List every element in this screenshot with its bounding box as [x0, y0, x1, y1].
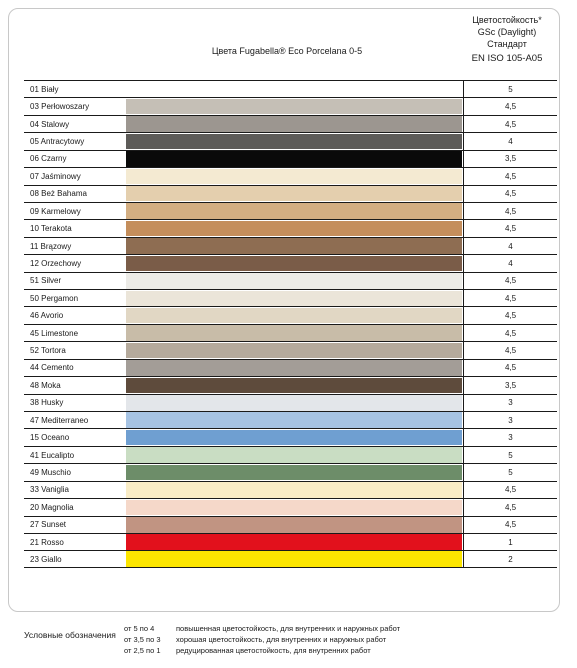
table-row [24, 254, 557, 271]
color-name: 27 Sunset [30, 520, 67, 530]
color-name: 01 Biały [30, 84, 59, 94]
color-swatch [126, 238, 462, 254]
table-row [24, 132, 557, 149]
color-swatch [126, 81, 462, 97]
color-name: 50 Pergamon [30, 293, 79, 303]
table-row [24, 376, 557, 393]
color-swatch [126, 325, 462, 341]
table-row [24, 498, 557, 515]
colorfastness-value: 1 [463, 534, 557, 550]
legend-text: повышенная цветостойкость, для внутренних и наружных работ [176, 624, 401, 633]
colorfastness-value: 4,5 [463, 517, 557, 533]
legend-label: Условные обозначения [24, 630, 116, 640]
colorfastness-value: 4,5 [463, 186, 557, 202]
color-swatch [126, 500, 462, 516]
color-swatch [126, 186, 462, 202]
table-row [24, 411, 557, 428]
color-name: 21 Rosso [30, 537, 64, 547]
color-name: 03 Perłowoszary [30, 102, 90, 112]
colorfastness-value: 4,5 [463, 98, 557, 114]
color-swatch [126, 99, 462, 115]
color-swatch [126, 221, 462, 237]
color-name: 06 Czarny [30, 154, 67, 164]
table-row [24, 394, 557, 411]
table-row [24, 202, 557, 219]
colorfastness-value: 2 [463, 551, 557, 566]
legend-item [124, 624, 400, 635]
colorfastness-value: 4,5 [463, 168, 557, 184]
color-name: 52 Tortora [30, 346, 66, 356]
color-name: 05 Antracytowy [30, 136, 85, 146]
colorfastness-value: 4,5 [463, 325, 557, 341]
color-name: 48 Moka [30, 380, 61, 390]
color-swatch [126, 430, 462, 446]
colorfastness-column-header [457, 14, 557, 65]
colorfastness-value: 4 [463, 238, 557, 254]
color-name: 20 Magnolia [30, 502, 74, 512]
color-swatch [126, 116, 462, 132]
colorfastness-value: 4,5 [463, 360, 557, 376]
table-row [24, 80, 557, 97]
color-name: 12 Orzechowy [30, 258, 82, 268]
color-name: 45 Limestone [30, 328, 79, 338]
color-swatch [126, 517, 462, 533]
table-row [24, 237, 557, 254]
table-row [24, 219, 557, 236]
colorfastness-value: 4,5 [463, 220, 557, 236]
color-name: 51 Silver [30, 276, 62, 286]
color-name: 15 Oceano [30, 433, 70, 443]
legend-range: от 5 по 4 [124, 624, 155, 633]
colorfastness-value: 3 [463, 395, 557, 411]
table-row [24, 289, 557, 306]
color-name: 33 Vaniglia [30, 485, 69, 495]
color-name: 38 Husky [30, 398, 64, 408]
colorfastness-value: 4,5 [463, 203, 557, 219]
colorfastness-value: 4,5 [463, 342, 557, 358]
table-row [24, 550, 557, 567]
table-row [24, 167, 557, 184]
color-swatch [126, 551, 462, 567]
legend-range: от 3,5 по 3 [124, 635, 161, 644]
legend-item [124, 646, 371, 657]
colorfastness-value: 3 [463, 412, 557, 428]
color-name: 10 Terakota [30, 224, 72, 234]
color-swatch [126, 412, 462, 428]
legend-range: от 2,5 по 1 [124, 646, 161, 655]
table-row [24, 533, 557, 550]
table-row [24, 341, 557, 358]
col-header-line-1: Цветостойкость* [472, 15, 542, 25]
color-swatch [126, 465, 462, 481]
colorfastness-value: 5 [463, 81, 557, 97]
legend-text: редуцированная цветостойкость, для внутренних работ [176, 646, 371, 655]
color-swatch [126, 256, 462, 272]
table-row [24, 516, 557, 533]
colorfastness-value: 4,5 [463, 482, 557, 498]
color-name: 09 Karmelowy [30, 206, 81, 216]
table-row [24, 306, 557, 323]
table-row [24, 97, 557, 114]
colorfastness-value: 4,5 [463, 499, 557, 515]
color-table [24, 80, 557, 568]
color-swatch [126, 395, 462, 411]
color-name: 11 Brązowy [30, 241, 72, 251]
table-row [24, 446, 557, 463]
color-swatch [126, 273, 462, 289]
colorfastness-value: 3 [463, 429, 557, 445]
colorfastness-value: 4,5 [463, 116, 557, 132]
legend-item [124, 635, 386, 646]
color-swatch [126, 378, 462, 394]
colorfastness-value: 4 [463, 133, 557, 149]
color-name: 47 Mediterraneo [30, 415, 89, 425]
color-name: 41 Eucalipto [30, 450, 75, 460]
col-header-line-3: Стандарт [487, 39, 527, 49]
color-swatch [126, 134, 462, 150]
table-title: Цвета Fugabella® Eco Porcelana 0-5 [211, 46, 363, 56]
color-name: 04 Stalowy [30, 119, 70, 129]
colorfastness-value: 3,5 [463, 151, 557, 167]
color-name: 49 Muschio [30, 467, 71, 477]
colorfastness-value: 4,5 [463, 290, 557, 306]
legend-text: хорошая цветостойкость, для внутренних и наружных работ [176, 635, 387, 644]
table-row [24, 115, 557, 132]
table-row [24, 359, 557, 376]
color-swatch [126, 482, 462, 498]
color-name: 08 Beż Bahama [30, 189, 87, 199]
table-row [24, 185, 557, 202]
colorfastness-value: 5 [463, 464, 557, 480]
col-header-line-2: GSc (Daylight) [477, 27, 537, 37]
table-row [24, 428, 557, 445]
color-swatch [126, 360, 462, 376]
color-swatch [126, 447, 462, 463]
color-swatch [126, 343, 462, 359]
colorfastness-value: 4,5 [463, 273, 557, 289]
color-swatch [126, 534, 462, 550]
table-row [24, 324, 557, 341]
color-swatch [126, 291, 462, 307]
color-name: 46 Avorio [30, 311, 64, 321]
color-swatch [126, 308, 462, 324]
color-swatch [126, 169, 462, 185]
color-name: 07 Jaśminowy [30, 171, 81, 181]
color-swatch [126, 203, 462, 219]
table-row [24, 272, 557, 289]
color-swatch [126, 151, 462, 167]
color-name: 23 Giallo [30, 554, 62, 564]
col-header-standard: EN ISO 105-A05 [471, 53, 543, 64]
table-row [24, 481, 557, 498]
colorfastness-value: 5 [463, 447, 557, 463]
colorfastness-value: 4,5 [463, 307, 557, 323]
table-row [24, 150, 557, 167]
colorfastness-value: 3,5 [463, 377, 557, 393]
colorfastness-value: 4 [463, 255, 557, 271]
color-name: 44 Cemento [30, 363, 74, 373]
table-row [24, 463, 557, 480]
